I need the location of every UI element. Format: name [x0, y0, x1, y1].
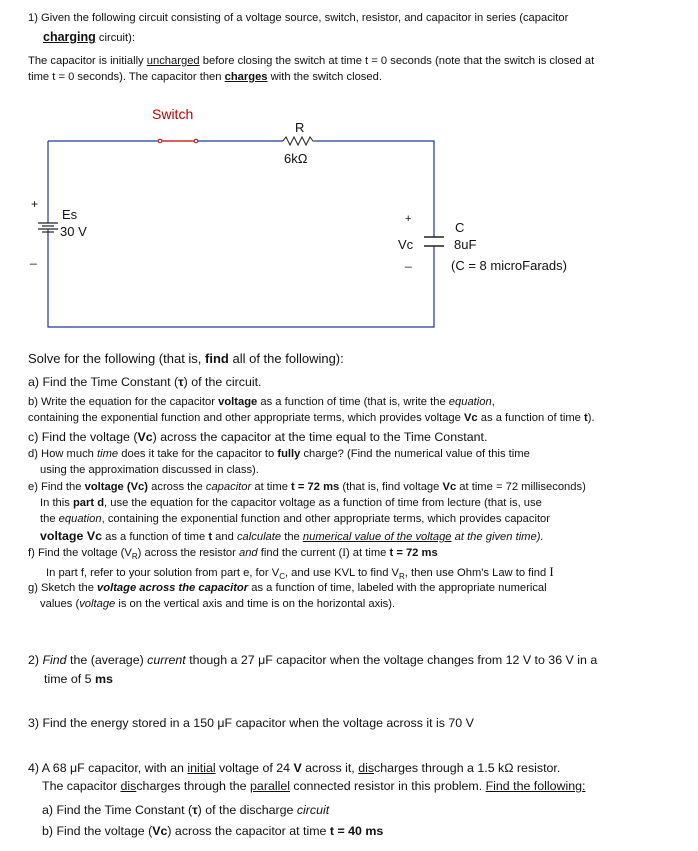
q1-item-e-line-4: voltage Vc as a function of time t and calculate the numerical value of the voltage at the given time).	[40, 529, 544, 543]
q1-para-line-1: The capacitor is initially uncharged before closing the switch at time t = 0 seconds (note that the switch is closed at	[28, 55, 595, 67]
q1-item-e-line-2: In this part d, use the equation for the capacitor voltage as a function of time from lecture (that is, use	[40, 497, 542, 509]
switch-label: Switch	[152, 106, 194, 122]
circuit-wires	[48, 141, 434, 327]
q1-intro-line-1: 1) Given the following circuit consisting of a voltage source, switch, resistor, and capacitor in series (capacitor	[28, 12, 569, 24]
capacitor-voltage-label: Vc	[398, 237, 414, 252]
capacitor-label: C	[455, 220, 465, 235]
q1-item-e-line-1: e) Find the voltage (Vc) across the capacitor at time t = 72 ms (that is, find voltage Vc at time = 72 milliseconds)	[28, 481, 586, 493]
source-label: Es	[62, 207, 78, 222]
q1-item-f-line-1: f) Find the voltage $(V_R)$ across the resistor and find the current (I) at time t = 72 ms	[28, 547, 438, 562]
q1-item-b-line-1: b) Write the equation for the capacitor voltage as a function of time (that is, write the equation,	[28, 396, 495, 408]
q1-item-a: a) Find the Time Constant (τ) of the circuit.	[28, 375, 262, 389]
q1-item-g-line-1: g) Sketch the voltage across the capacitor as a function of time, labeled with the appropriate numerical	[28, 582, 547, 594]
q1-item-c: c) Find the voltage (Vc) across the capacitor at the time equal to the Time Constant.	[28, 430, 488, 444]
q2-line-1: 2) Find the (average) current though a 27 μF capacitor when the voltage changes from 12 V to 36 V in a	[28, 653, 598, 667]
source-minus-sign: _	[30, 251, 37, 265]
switch-symbol	[158, 139, 198, 143]
source-value: 30 V	[60, 224, 87, 239]
q4-item-b: b) Find the voltage (Vc) across the capacitor at time t = 40 ms	[42, 824, 384, 838]
q1-item-b-line-2: containing the exponential function and other appropriate terms, which provides voltage Vc as a function of time t).	[28, 412, 595, 424]
capacitor-value: 8uF	[454, 237, 477, 252]
q1-item-e-line-3: the equation, containing the exponential function and other appropriate terms, which provides capacitor	[40, 513, 550, 525]
q4-line-1: 4) A 68 μF capacitor, with an initial voltage of 24 V across it, discharges through a 1.5 kΩ resistor.	[28, 761, 561, 775]
capacitor-note: (C = 8 microFarads)	[451, 258, 567, 273]
source-plus-sign: +	[31, 197, 39, 211]
q1-para-line-2: time t = 0 seconds). The capacitor then charges with the switch closed.	[28, 71, 382, 83]
resistor-symbol	[283, 137, 316, 145]
q4-item-a: a) Find the Time Constant (τ) of the discharge circuit	[42, 803, 330, 817]
capacitor-symbol	[424, 237, 444, 246]
q1-item-d-line-2: using the approximation discussed in class).	[40, 464, 259, 476]
q1-item-f-line-2: In part f, refer to your solution from part e, for $V_C$, and use KVL to find $V_R$, then use Ohm's Law to find I	[46, 564, 554, 582]
q1-item-g-line-2: values (voltage is on the vertical axis and time is on the horizontal axis).	[40, 598, 396, 610]
resistor-label: R	[295, 120, 305, 135]
q3-line-1: 3) Find the energy stored in a 150 μF capacitor when the voltage across it is 70 V	[28, 716, 474, 730]
circuit-diagram	[0, 100, 698, 340]
q2-line-2: time of 5 ms	[44, 672, 113, 686]
solve-heading: Solve for the following (that is, find all of the following):	[28, 351, 344, 366]
q1-intro-line-2: charging circuit):	[43, 30, 135, 44]
q4-line-2: The capacitor discharges through the parallel connected resistor in this problem. Find the following:	[42, 779, 586, 793]
capacitor-minus-sign: _	[405, 254, 412, 268]
q1-item-d-line-1: d) How much time does it take for the capacitor to fully charge? (Find the numerical value of this time	[28, 448, 530, 460]
capacitor-plus-sign: +	[405, 213, 412, 225]
resistor-value: 6kΩ	[284, 151, 308, 166]
